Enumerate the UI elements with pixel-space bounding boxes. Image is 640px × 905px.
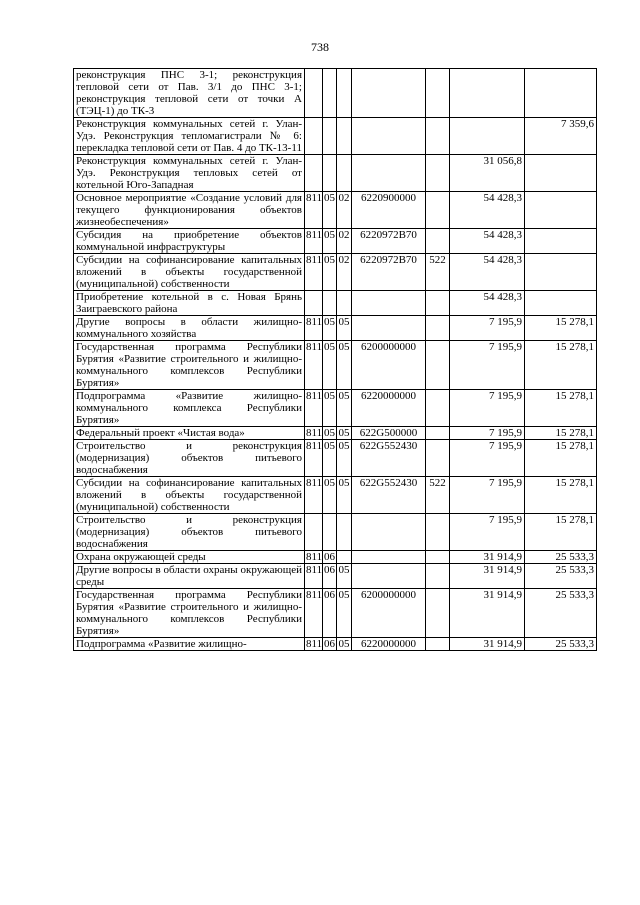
subsection-code — [337, 551, 352, 564]
row-name: Государственная программа Республики Бурятия «Развитие строительного и жилищно-коммунального комплексов Республики Бурятия» — [74, 341, 305, 390]
amount-year-2: 15 278,1 — [525, 341, 597, 390]
expense-type-code — [426, 341, 450, 390]
amount-year-2: 15 278,1 — [525, 390, 597, 427]
target-article-code — [352, 69, 426, 118]
ved-code — [305, 291, 323, 316]
table-row — [74, 229, 597, 254]
amount-year-2: 25 533,3 — [525, 564, 597, 589]
row-name: реконструкция ПНС 3-1; реконструкция тепловой сети от Пав. 3/1 до ПНС 3-1; реконструкция тепловой сети от точки А (ТЭЦ-1) до ТК-3 — [74, 69, 305, 118]
section-code — [323, 514, 337, 551]
amount-year-1: 54 428,3 — [450, 291, 525, 316]
amount-year-2 — [525, 291, 597, 316]
target-article-code: 6200000000 — [352, 341, 426, 390]
section-code: 06 — [324, 551, 335, 563]
subsection-code: 05 — [337, 477, 352, 514]
ved-code: 811 — [305, 229, 323, 254]
table-row — [74, 477, 597, 514]
ved-code: 811 — [305, 564, 323, 589]
table-row — [74, 291, 597, 316]
section-code: 05 — [323, 192, 337, 229]
expense-type-code — [426, 69, 450, 118]
target-article-code: 6200000000 — [352, 589, 426, 638]
ved-code: 811 — [305, 341, 323, 390]
amount-year-2 — [525, 69, 597, 118]
subsection-code: 05 — [337, 589, 352, 638]
row-name: Субсидии на софинансирование капитальных вложений в объекты государственной (муниципальной) собственности — [74, 254, 305, 291]
target-article-code: 622G500000 — [352, 427, 426, 440]
expense-type-code — [426, 291, 450, 316]
amount-year-1: 7 195,9 — [450, 427, 525, 440]
amount-year-1: 7 195,9 — [450, 514, 525, 551]
ved-code: 811 — [305, 390, 323, 427]
expense-type-code — [426, 638, 450, 651]
expense-type-code — [426, 229, 450, 254]
table-row — [74, 427, 597, 440]
amount-year-2: 7 359,6 — [525, 118, 597, 155]
subsection-code: 02 — [337, 192, 352, 229]
amount-year-1: 7 195,9 — [450, 341, 525, 390]
amount-year-1: 31 056,8 — [450, 155, 525, 192]
row-name: Реконструкция коммунальных сетей г. Улан-Удэ. Реконструкция тепломагистрали № 6: перекладка тепловой сети от Пав. 4 до ТК-13-11 — [74, 118, 305, 155]
target-article-code: 6220000000 — [352, 390, 426, 427]
row-name: Подпрограмма «Развитие жилищно- — [74, 638, 305, 651]
row-name: Государственная программа Республики Бурятия «Развитие строительного и жилищно-коммунального комплексов Республики Бурятия» — [74, 589, 305, 638]
amount-year-2: 15 278,1 — [525, 316, 597, 341]
section-code: 05 — [323, 254, 337, 291]
target-article-code — [352, 155, 426, 192]
table-row — [74, 192, 597, 229]
target-article-code: 622G552430 — [352, 440, 426, 477]
row-name: Другие вопросы в области жилищно-коммунального хозяйства — [74, 316, 305, 341]
target-article-code: 6220900000 — [352, 192, 426, 229]
row-name: Приобретение котельной в с. Новая Брянь Заиграевского района — [74, 291, 305, 316]
ved-code: 811 — [305, 316, 323, 341]
subsection-code — [337, 514, 352, 551]
amount-year-2: 15 278,1 — [525, 440, 597, 477]
target-article-code: 6220972В70 — [352, 229, 426, 254]
section-code: 05 — [323, 316, 337, 341]
amount-year-1: 54 428,3 — [450, 254, 525, 291]
subsection-code: 05 — [337, 316, 352, 341]
ved-code: 811 — [306, 638, 323, 650]
row-name: Другие вопросы в области охраны окружающей среды — [74, 564, 305, 589]
amount-year-1: 31 914,9 — [450, 638, 525, 651]
amount-year-1: 7 195,9 — [450, 440, 525, 477]
amount-year-1: 7 195,9 — [450, 390, 525, 427]
table-row — [74, 316, 597, 341]
expense-type-code — [426, 118, 450, 155]
budget-table — [73, 68, 597, 651]
row-name: Федеральный проект «Чистая вода» — [74, 427, 305, 440]
amount-year-1 — [450, 118, 525, 155]
target-article-code: 6220972В70 — [352, 254, 426, 291]
row-name: Основное мероприятие «Создание условий для текущего функционирования объектов жизнеобеспечения» — [74, 192, 305, 229]
table-row — [74, 390, 597, 427]
table-row — [74, 551, 597, 564]
ved-code: 811 — [306, 551, 323, 563]
expense-type-code — [426, 564, 450, 589]
section-code: 05 — [323, 440, 337, 477]
subsection-code — [337, 118, 352, 155]
table-row — [74, 69, 597, 118]
table-row — [74, 118, 597, 155]
section-code — [323, 155, 337, 192]
section-code: 05 — [323, 229, 337, 254]
page-number: 738 — [311, 40, 329, 54]
row-name: Строительство и реконструкция (модернизация) объектов питьевого водоснабжения — [74, 514, 305, 551]
amount-year-1: 54 428,3 — [450, 229, 525, 254]
section-code: 06 — [324, 638, 335, 650]
section-code — [323, 69, 337, 118]
row-name: Субсидии на софинансирование капитальных вложений в объекты государственной (муниципальной) собственности — [74, 477, 305, 514]
section-code: 05 — [323, 390, 337, 427]
expense-type-code — [426, 427, 450, 440]
amount-year-2 — [525, 192, 597, 229]
target-article-code — [352, 564, 426, 589]
subsection-code — [337, 291, 352, 316]
expense-type-code — [426, 440, 450, 477]
expense-type-code — [426, 589, 450, 638]
subsection-code: 05 — [338, 427, 350, 439]
expense-type-code — [426, 390, 450, 427]
subsection-code: 05 — [337, 564, 352, 589]
row-name: Охрана окружающей среды — [74, 551, 305, 564]
section-code: 05 — [323, 477, 337, 514]
expense-type-code: 522 — [426, 254, 450, 291]
section-code: 06 — [323, 589, 337, 638]
ved-code: 811 — [306, 427, 323, 439]
amount-year-1 — [450, 69, 525, 118]
subsection-code: 05 — [338, 638, 350, 650]
subsection-code — [337, 69, 352, 118]
expense-type-code — [426, 316, 450, 341]
section-code: 05 — [324, 427, 335, 439]
ved-code: 811 — [305, 254, 323, 291]
amount-year-1: 31 914,9 — [450, 551, 525, 564]
target-article-code — [352, 514, 426, 551]
amount-year-2: 15 278,1 — [525, 427, 597, 440]
amount-year-2 — [525, 155, 597, 192]
table-row — [74, 155, 597, 192]
section-code — [323, 291, 337, 316]
subsection-code: 02 — [337, 229, 352, 254]
target-article-code: 6220000000 — [352, 638, 426, 651]
amount-year-1: 54 428,3 — [450, 192, 525, 229]
expense-type-code — [426, 551, 450, 564]
row-name: Строительство и реконструкция (модернизация) объектов питьевого водоснабжения — [74, 440, 305, 477]
amount-year-2: 15 278,1 — [525, 477, 597, 514]
target-article-code — [352, 551, 426, 564]
amount-year-1: 31 914,9 — [450, 589, 525, 638]
target-article-code: 622G552430 — [352, 477, 426, 514]
amount-year-2 — [525, 229, 597, 254]
ved-code — [305, 155, 323, 192]
section-code — [323, 118, 337, 155]
table-row — [74, 514, 597, 551]
amount-year-2: 25 533,3 — [525, 638, 597, 651]
amount-year-1: 7 195,9 — [450, 477, 525, 514]
section-code: 06 — [323, 564, 337, 589]
expense-type-code: 522 — [426, 477, 450, 514]
table-row — [74, 254, 597, 291]
amount-year-1: 31 914,9 — [450, 564, 525, 589]
ved-code — [305, 514, 323, 551]
table-row — [74, 638, 597, 651]
table-row — [74, 564, 597, 589]
target-article-code — [352, 316, 426, 341]
subsection-code: 05 — [337, 390, 352, 427]
subsection-code: 05 — [337, 440, 352, 477]
ved-code — [305, 69, 323, 118]
target-article-code — [352, 118, 426, 155]
subsection-code: 05 — [337, 341, 352, 390]
expense-type-code — [426, 155, 450, 192]
target-article-code — [352, 291, 426, 316]
amount-year-2: 25 533,3 — [525, 551, 597, 564]
table-row — [74, 589, 597, 638]
row-name: Реконструкция коммунальных сетей г. Улан-Удэ. Реконструкция тепловых сетей от котельной Юго-Западная — [74, 155, 305, 192]
ved-code: 811 — [305, 589, 323, 638]
subsection-code — [337, 155, 352, 192]
amount-year-2: 25 533,3 — [525, 589, 597, 638]
ved-code: 811 — [305, 192, 323, 229]
amount-year-2: 15 278,1 — [525, 514, 597, 551]
table-row — [74, 440, 597, 477]
ved-code — [305, 118, 323, 155]
expense-type-code — [426, 514, 450, 551]
table-row — [74, 341, 597, 390]
amount-year-1: 7 195,9 — [450, 316, 525, 341]
row-name: Субсидия на приобретение объектов коммунальной инфраструктуры — [74, 229, 305, 254]
amount-year-2 — [525, 254, 597, 291]
subsection-code: 02 — [337, 254, 352, 291]
expense-type-code — [426, 192, 450, 229]
ved-code: 811 — [305, 477, 323, 514]
section-code: 05 — [323, 341, 337, 390]
row-name: Подпрограмма «Развитие жилищно-коммунального комплекса Республики Бурятия» — [74, 390, 305, 427]
ved-code: 811 — [305, 440, 323, 477]
